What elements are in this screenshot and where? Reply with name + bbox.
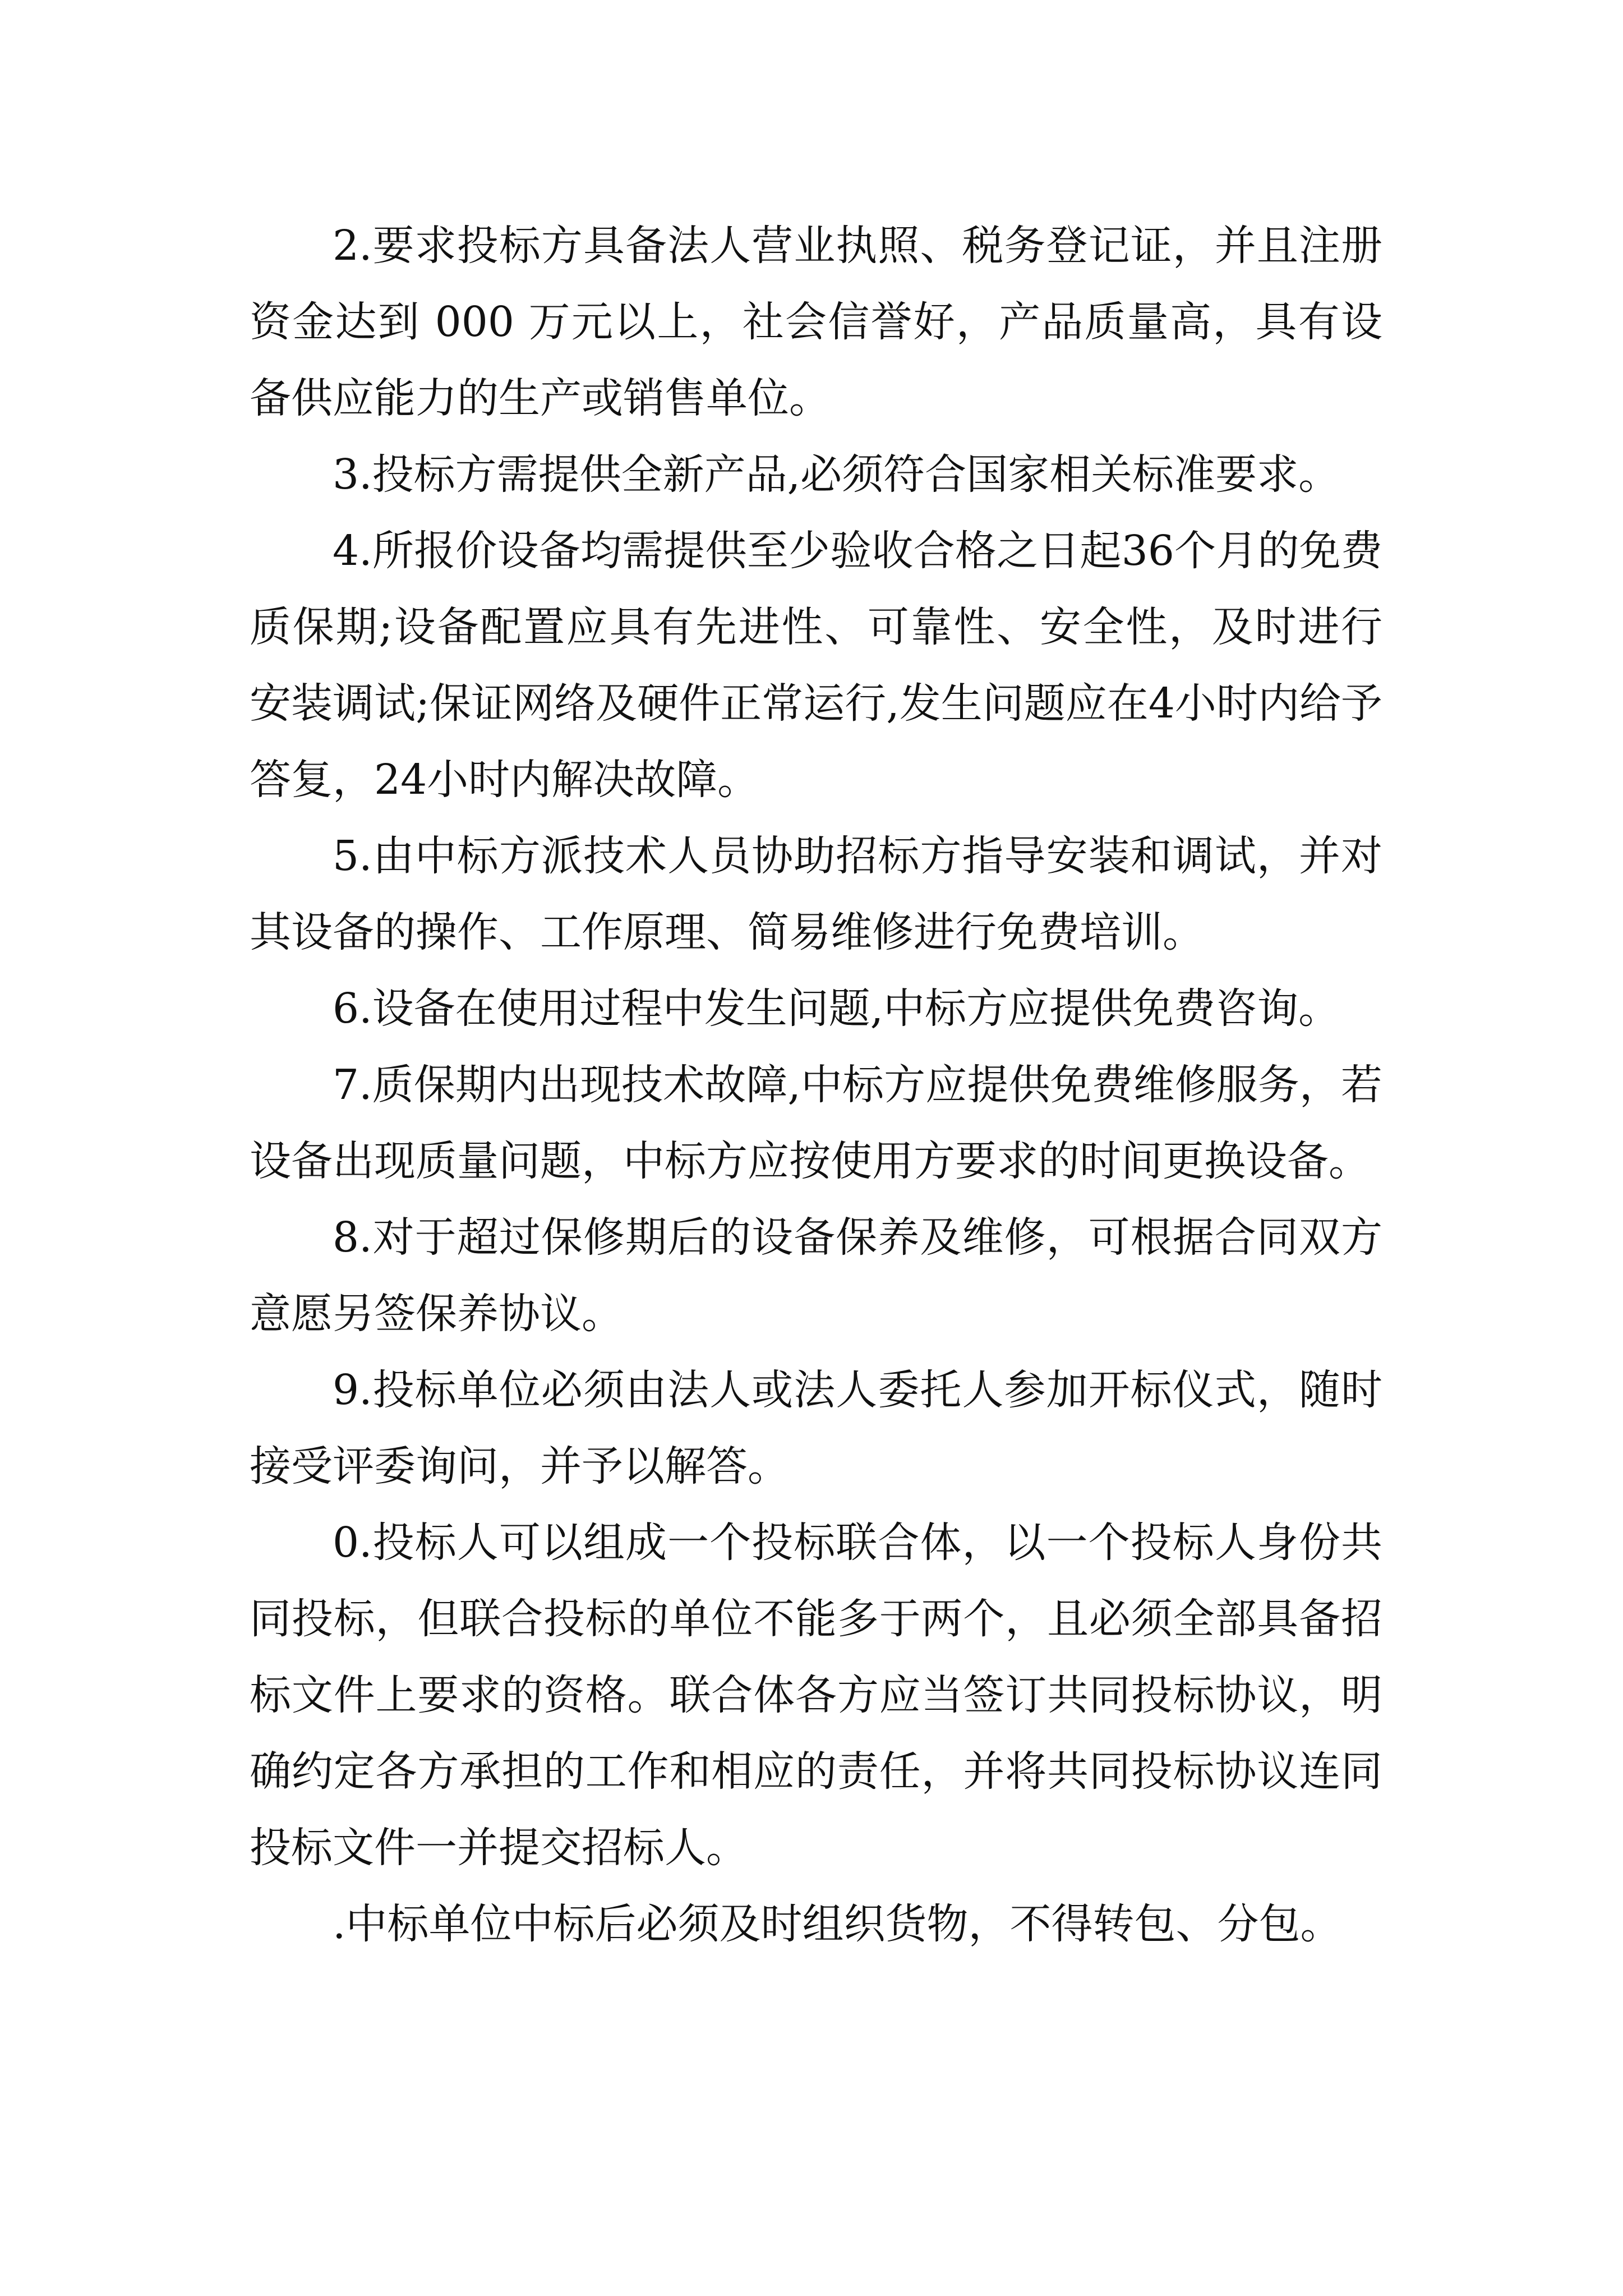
paragraph-requirement-6: 6.设备在使用过程中发生问题,中标方应提供免费咨询。 [333, 984, 1340, 1033]
paragraph-requirement-8: 8.对于超过保修期后的设备保养及维修，可根据合同双方意愿另签保养协议。 [250, 1213, 1382, 1338]
paragraph-requirement-10: 0.投标人可以组成一个投标联合体，以一个投标人身份共同投标，但联合投标的单位不能多于两个，且必须全部具备招标文件上要求的资格。联合体各方应当签订共同投标协议，明确约定各方承担的工作和相应的责任，并将共同投标协议连同投标文件一并提交招标人。 [250, 1519, 1382, 1872]
paragraph-requirement-5: 5.由中标方派技术人员协助招标方指导安装和调试，并对其设备的操作、工作原理、简易维修进行免费培训。 [250, 832, 1382, 956]
paragraph-requirement-2: 2.要求投标方具备法人营业执照、税务登记证，并且注册资金达到 000 万元以上，社会信誉好，产品质量高，具有设备供应能力的生产或销售单位。 [250, 222, 1382, 422]
paragraph-requirement-11: .中标单位中标后必须及时组织货物，不得转包、分包。 [333, 1900, 1342, 1948]
paragraph-requirement-3: 3.投标方需提供全新产品,必须符合国家相关标准要求。 [333, 450, 1340, 499]
paragraph-requirement-7: 7.质保期内出现技术故障,中标方应提供免费维修服务，若设备出现质量问题，中标方应按使用方要求的时间更换设备。 [250, 1061, 1382, 1185]
document-body [250, 208, 1382, 1962]
paragraph-requirement-4: 4.所报价设备均需提供至少验收合格之日起36个月的免费质保期;设备配置应具有先进性、可靠性、安全性，及时进行安装调试;保证网络及硬件正常运行,发生问题应在4小时内给予答复，24小时内解决故障。 [250, 527, 1382, 804]
paragraph-requirement-9: 9.投标单位必须由法人或法人委托人参加开标仪式，随时接受评委询问，并予以解答。 [250, 1366, 1382, 1490]
